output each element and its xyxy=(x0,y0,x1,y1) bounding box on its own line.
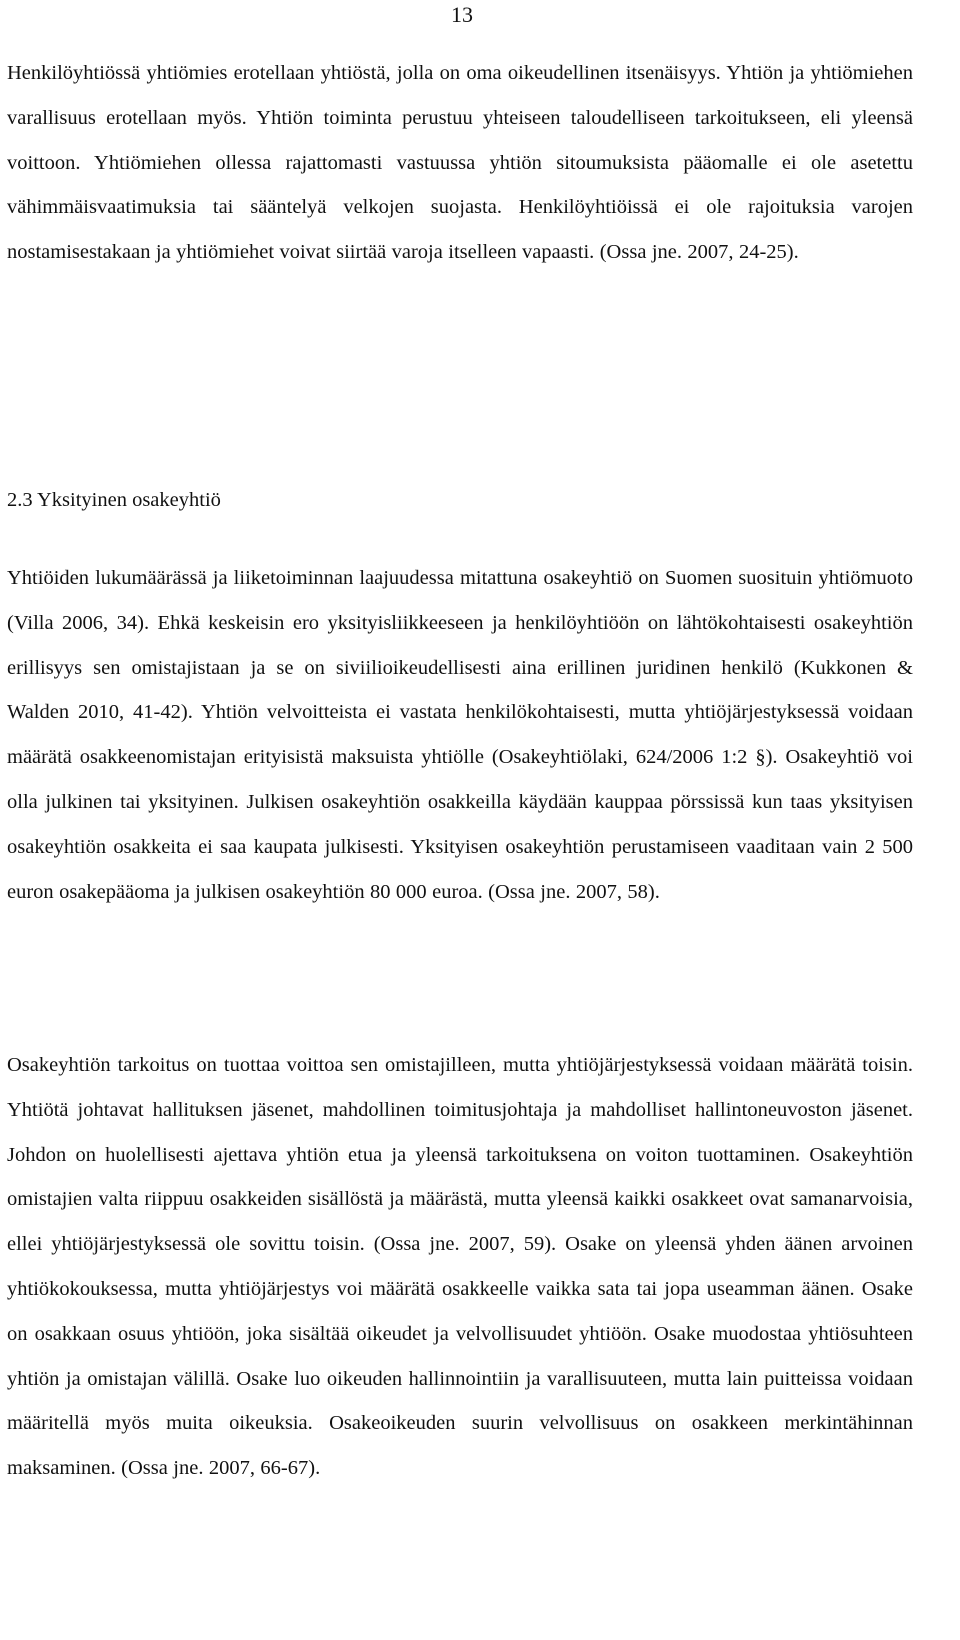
page-number: 13 xyxy=(451,2,473,27)
paragraph-osakeyhtio-intro: Yhtiöiden lukumäärässä ja liiketoiminnan laajuudessa mitattuna osakeyhtiö on Suomen suosituin yhtiömuoto (Villa 2006, 34). Ehkä keskeisin ero yksityisliikkeeseen ja henkilöyhtiöön on lähtökohtaisesti osakeyhtiön erillisyys sen omistajistaan ja se on siviilioikeudellisesti aina erillinen juridinen henkilö (Kukkonen & Walden 2010, 41-42). Yhtiön velvoitteista ei vastata henkilökohtaisesti, mutta yhtiöjärjestyksessä voidaan määrätä osakkeenomistajan erityisistä maksuista yhtiölle (Osakeyhtiölaki, 624/2006 1:2 §). Osakeyhtiö voi olla julkinen tai yksityinen. Julkisen osakeyhtiön osakkeilla käydään kauppaa pörssissä kun taas yksityisen osakeyhtiön osakkeita ei saa kaupata julkisesti. Yksityisen osakeyhtiön perustamiseen vaaditaan vain 2 500 euron osakepääoma ja julkisen osakeyhtiön 80 000 euroa. (Ossa jne. 2007, 58). xyxy=(7,567,913,903)
paragraph-osakeyhtio-tarkoitus: Osakeyhtiön tarkoitus on tuottaa voittoa sen omistajilleen, mutta yhtiöjärjestyksessä voidaan määrätä toisin. Yhtiötä johtavat hallituksen jäsenet, mahdollinen toimitusjohtaja ja mahdolliset hallintoneuvoston jäsenet. Johdon on huolellisesti ajettava yhtiön etua ja yleensä tarkoituksena on voiton tuottaminen. Osakeyhtiön omistajien valta riippuu osakkeiden sisällöstä ja määrästä, mutta yleensä kaikki osakkeet ovat samanarvoisia, ellei yhtiöjärjestyksessä ole sovittu toisin. (Ossa jne. 2007, 59). Osake on yleensä yhden äänen arvoinen yhtiökokouksessa, mutta yhtiöjärjestys voi määrätä osakkeelle vaikka sata tai jopa useamman äänen. Osake on osakkaan osuus yhtiöön, joka sisältää oikeudet ja velvollisuudet yhtiöön. Osake muodostaa yhtiösuhteen yhtiön ja omistajan välillä. Osake luo oikeuden hallinnointiin ja varallisuuteen, mutta lain puitteissa voidaan määritellä myös muita oikeuksia. Osakeoikeuden suurin velvollisuus on osakkeen merkintähinnan maksaminen. (Ossa jne. 2007, 66-67). xyxy=(7,1054,913,1480)
paragraph-henkiloyhtio: Henkilöyhtiössä yhtiömies erotellaan yhtiöstä, jolla on oma oikeudellinen itsenäisyys. Yhtiön ja yhtiömiehen varallisuus erotellaan myös. Yhtiön toiminta perustuu yhteiseen taloudelliseen tarkoitukseen, eli yleensä voittoon. Yhtiömiehen ollessa rajattomasti vastuussa yhtiön sitoumuksista pääomalle ei ole asetettu vähimmäisvaatimuksia tai sääntelyä velkojen suojasta. Henkilöyhtiöissä ei ole rajoituksia varojen nostamisestakaan ja yhtiömiehet voivat siirtää varoja itselleen vapaasti. (Ossa jne. 2007, 24-25). xyxy=(7,62,913,264)
section-heading: 2.3 Yksityinen osakeyhtiö xyxy=(7,489,221,511)
